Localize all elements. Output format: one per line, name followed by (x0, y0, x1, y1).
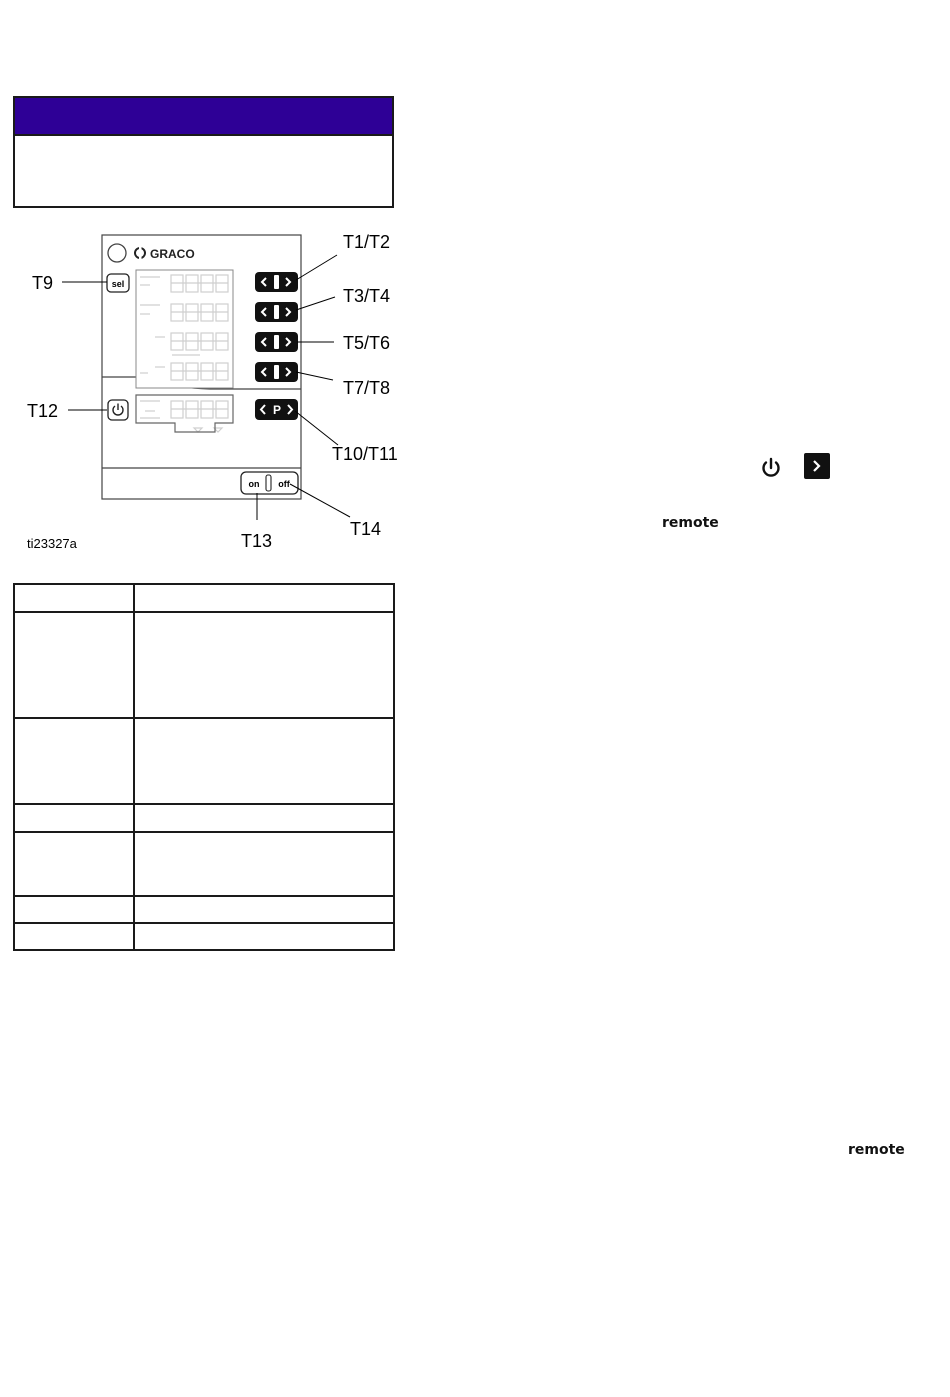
rocker-button-t5-t6 (255, 332, 298, 352)
sel-button-label: sel (111, 279, 125, 289)
callout-t5-t6: T5/T6 (343, 333, 391, 353)
callout-t1-t2: T1/T2 (343, 232, 391, 252)
callout-t9: T9 (32, 273, 54, 293)
power-icon (759, 456, 783, 480)
table-row (14, 584, 394, 612)
on-label: on (248, 479, 260, 489)
callout-t10-t11: T10/T11 (332, 444, 398, 464)
remote-word-1: remote (662, 515, 719, 531)
callout-t12: T12 (27, 401, 59, 421)
callout-t7-t8: T7/T8 (343, 378, 391, 398)
right-arrow-icon (804, 453, 830, 479)
notice-box (13, 96, 394, 208)
p-button-label: P (272, 403, 282, 417)
off-label: off (278, 479, 290, 489)
table-row (14, 896, 394, 923)
p-button-t10-t11 (255, 399, 298, 420)
key-table (13, 583, 395, 951)
rocker-button-t1-t2 (255, 272, 298, 292)
remote-word-2: remote (848, 1142, 905, 1158)
notice-header-bar (15, 98, 392, 136)
table-row (14, 923, 394, 950)
brand-logo-text: GRACO (150, 247, 195, 261)
callout-t13: T13 (241, 531, 273, 551)
control-panel-figure (0, 225, 420, 565)
table-row (14, 612, 394, 718)
indicator-light (108, 244, 126, 262)
table-row (14, 804, 394, 832)
table-row (14, 832, 394, 896)
rocker-button-t7-t8 (255, 362, 298, 382)
table-row (14, 718, 394, 804)
rocker-button-t3-t4 (255, 302, 298, 322)
callout-t14: T14 (350, 519, 382, 539)
callout-t3-t4: T3/T4 (343, 286, 391, 306)
figure-id: ti23327a (27, 536, 77, 551)
